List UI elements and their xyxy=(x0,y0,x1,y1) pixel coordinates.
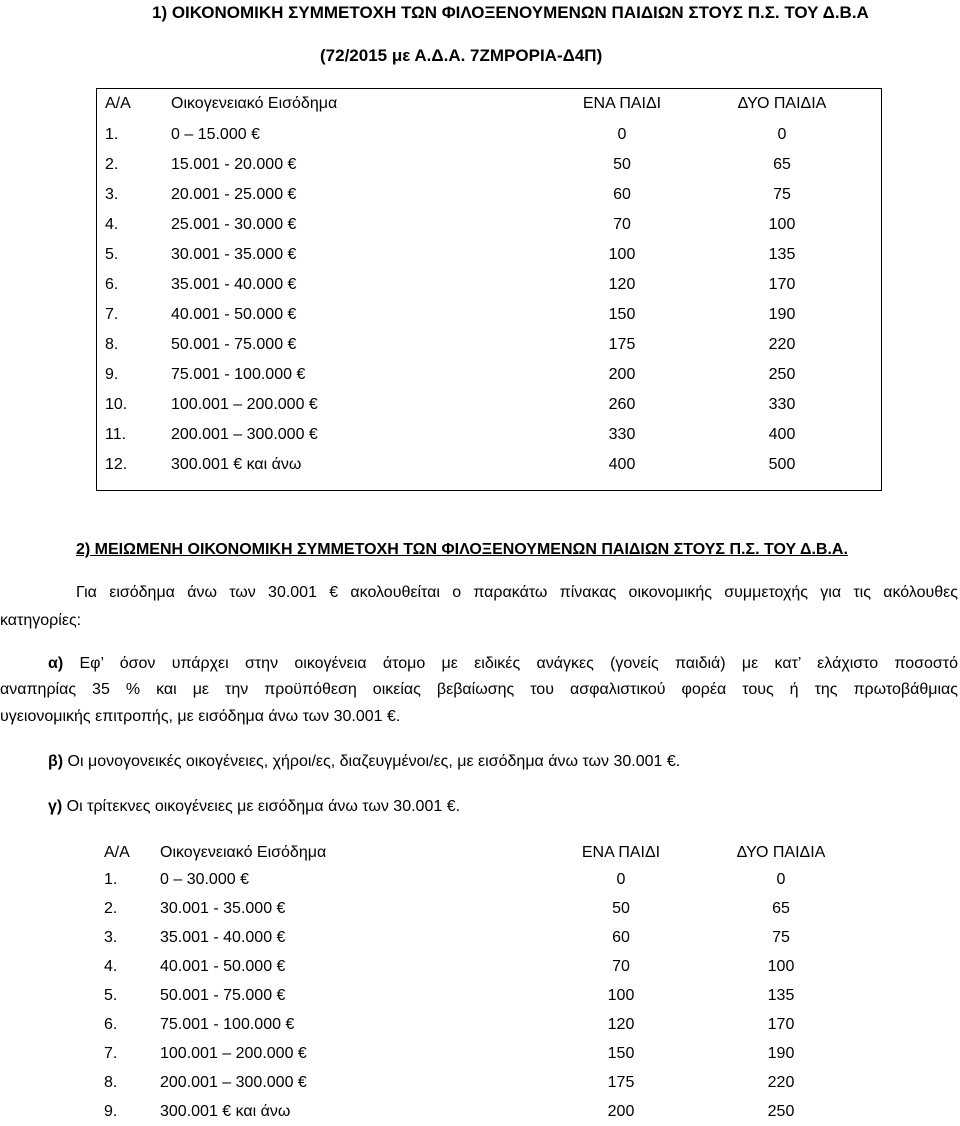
item-b-label: β) xyxy=(48,753,64,770)
item-a-line1 xyxy=(48,654,958,674)
item-b-text: Οι μονογονεικές οικογένειες, χήροι/ες, διαζευγμένοι/ες, με εισόδημα άνω των 30.001 €. xyxy=(63,753,681,770)
table-row xyxy=(97,390,881,421)
row-one-child: 50 xyxy=(613,156,631,173)
row-two-children: 250 xyxy=(768,366,796,383)
table-row xyxy=(96,1010,882,1039)
row-number: 2. xyxy=(105,156,119,173)
row-one-child: 60 xyxy=(613,186,631,203)
row-two-children: 400 xyxy=(768,426,796,443)
row-income: 200.001 – 300.000 € xyxy=(171,426,318,443)
row-income: 75.001 - 100.000 € xyxy=(160,1016,295,1033)
table-header-row xyxy=(97,89,881,120)
row-one-child: 200 xyxy=(608,366,636,383)
row-income: 20.001 - 25.000 € xyxy=(171,186,297,203)
row-income: 30.001 - 35.000 € xyxy=(160,900,286,917)
table-row xyxy=(97,180,881,211)
row-one-child: 70 xyxy=(612,958,630,975)
row-one-child: 100 xyxy=(607,987,635,1004)
table-row xyxy=(97,120,881,151)
row-one-child: 120 xyxy=(607,1016,635,1033)
row-number: 4. xyxy=(104,958,118,975)
item-a-label: α) xyxy=(48,655,64,672)
table-row xyxy=(96,865,882,894)
row-two-children: 75 xyxy=(772,929,790,946)
row-number: 11. xyxy=(105,426,127,443)
section1-subtitle: (72/2015 με Α.Δ.Α. 7ΖΜΡΟΡΙΑ-Δ4Π) xyxy=(320,46,603,65)
section2-intro-line1: Για εισόδημα άνω των 30.001 € ακολουθείται ο παρακάτω πίνακας οικονομικής συμμετοχής για τις ακόλουθες xyxy=(76,584,958,601)
item-a-line2: αναπηρίας 35 % και με την προϋπόθεση οικείας βεβαίωσης του ασφαλιστικού φορέα τους ή της πρωτοβάθμιας xyxy=(0,681,958,698)
row-number: 3. xyxy=(104,929,118,946)
row-two-children: 500 xyxy=(768,456,796,473)
row-number: 10. xyxy=(105,396,128,413)
row-one-child: 175 xyxy=(608,336,636,353)
row-two-children: 330 xyxy=(768,396,796,413)
table-row xyxy=(97,150,881,181)
row-number: 7. xyxy=(104,1045,118,1062)
row-one-child: 100 xyxy=(608,246,636,263)
row-income: 35.001 - 40.000 € xyxy=(171,276,297,293)
row-two-children: 170 xyxy=(767,1016,795,1033)
row-two-children: 220 xyxy=(767,1074,795,1091)
row-income: 40.001 - 50.000 € xyxy=(160,958,286,975)
row-number: 1. xyxy=(104,871,118,888)
table-row xyxy=(96,1097,882,1126)
row-number: 4. xyxy=(105,216,119,233)
table-row xyxy=(97,360,881,391)
row-income: 50.001 - 75.000 € xyxy=(171,336,297,353)
row-income: 40.001 - 50.000 € xyxy=(171,306,297,323)
row-number: 5. xyxy=(105,246,119,263)
item-c xyxy=(48,797,460,817)
table-row xyxy=(96,894,882,923)
row-income: 0 – 30.000 € xyxy=(160,871,249,888)
table-header-row xyxy=(96,838,882,867)
row-income: 0 – 15.000 € xyxy=(171,126,260,143)
table-row xyxy=(97,330,881,361)
row-two-children: 250 xyxy=(767,1103,795,1120)
header-income: Οικογενειακό Εισόδημα xyxy=(171,95,338,112)
row-two-children: 75 xyxy=(773,186,791,203)
row-two-children: 100 xyxy=(767,958,795,975)
row-income: 30.001 - 35.000 € xyxy=(171,246,297,263)
table-row xyxy=(97,450,881,481)
row-one-child: 120 xyxy=(608,276,636,293)
row-income: 300.001 € και άνω xyxy=(160,1103,291,1120)
row-two-children: 135 xyxy=(768,246,796,263)
header-two-children: ΔΥΟ ΠΑΙΔΙΑ xyxy=(736,844,826,861)
item-a-text: Εφ’ όσον υπάρχει στην οικογένεια άτομο με ειδικές ανάγκες (γονείς παιδιά) με κατ’ ελάχιστο ποσοστό xyxy=(63,655,958,672)
header-aa: Α/Α xyxy=(104,844,130,861)
table-row xyxy=(97,240,881,271)
row-two-children: 220 xyxy=(768,336,796,353)
table-row xyxy=(97,420,881,451)
row-two-children: 170 xyxy=(768,276,796,293)
row-one-child: 70 xyxy=(613,216,631,233)
section1-title: 1) ΟΙΚΟΝΟΜΙΚΗ ΣΥΜΜΕΤΟΧΗ ΤΩΝ ΦΙΛΟΞΕΝΟΥΜΕΝΩΝ ΠΑΙΔΙΩΝ ΣΤΟΥΣ Π.Σ. ΤΟΥ Δ.Β.Α xyxy=(152,3,869,22)
row-two-children: 190 xyxy=(768,306,796,323)
row-number: 9. xyxy=(105,366,119,383)
table-row xyxy=(96,1039,882,1068)
row-number: 12. xyxy=(105,456,128,473)
row-income: 15.001 - 20.000 € xyxy=(171,156,297,173)
row-two-children: 190 xyxy=(767,1045,795,1062)
table-row xyxy=(96,1068,882,1097)
row-number: 2. xyxy=(104,900,118,917)
income-table-2 xyxy=(96,838,882,1120)
row-one-child: 150 xyxy=(608,306,636,323)
table-row xyxy=(97,300,881,331)
row-income: 300.001 € και άνω xyxy=(171,456,302,473)
row-number: 6. xyxy=(105,276,119,293)
row-number: 6. xyxy=(104,1016,118,1033)
row-one-child: 200 xyxy=(607,1103,635,1120)
row-number: 9. xyxy=(104,1103,118,1120)
row-number: 8. xyxy=(105,336,119,353)
row-one-child: 0 xyxy=(616,871,626,888)
row-one-child: 150 xyxy=(607,1045,635,1062)
row-number: 5. xyxy=(104,987,118,1004)
row-income: 100.001 – 200.000 € xyxy=(171,396,318,413)
item-a-line3: υγειονομικής επιτροπής, με εισόδημα άνω των 30.001 €. xyxy=(0,708,401,725)
row-one-child: 175 xyxy=(607,1074,635,1091)
row-number: 8. xyxy=(104,1074,118,1091)
row-number: 1. xyxy=(105,126,119,143)
header-two-children: ΔΥΟ ΠΑΙΔΙΑ xyxy=(737,95,827,112)
header-income: Οικογενειακό Εισόδημα xyxy=(160,844,327,861)
row-one-child: 330 xyxy=(608,426,636,443)
row-two-children: 0 xyxy=(777,126,787,143)
row-one-child: 400 xyxy=(608,456,636,473)
item-c-text: Οι τρίτεκνες οικογένειες με εισόδημα άνω των 30.001 €. xyxy=(62,798,461,815)
row-one-child: 60 xyxy=(612,929,630,946)
header-one-child: ΕΝΑ ΠΑΙΔΙ xyxy=(582,95,662,112)
row-two-children: 65 xyxy=(773,156,791,173)
income-table-1 xyxy=(96,88,882,491)
table-row xyxy=(96,981,882,1010)
row-one-child: 0 xyxy=(617,126,627,143)
section2-intro-line2: κατηγορίες: xyxy=(0,612,82,629)
row-income: 35.001 - 40.000 € xyxy=(160,929,286,946)
item-b xyxy=(48,752,680,772)
row-one-child: 260 xyxy=(608,396,636,413)
row-two-children: 135 xyxy=(767,987,795,1004)
table-row xyxy=(96,923,882,952)
row-income: 25.001 - 30.000 € xyxy=(171,216,297,233)
row-two-children: 65 xyxy=(772,900,790,917)
row-income: 75.001 - 100.000 € xyxy=(171,366,306,383)
row-number: 3. xyxy=(105,186,119,203)
row-income: 200.001 – 300.000 € xyxy=(160,1074,307,1091)
row-one-child: 50 xyxy=(612,900,630,917)
header-one-child: ΕΝΑ ΠΑΙΔΙ xyxy=(581,844,661,861)
item-c-label: γ) xyxy=(48,798,63,815)
header-aa: Α/Α xyxy=(105,95,131,112)
row-two-children: 100 xyxy=(768,216,796,233)
row-income: 100.001 – 200.000 € xyxy=(160,1045,307,1062)
section2-title: 2) ΜΕΙΩΜΕΝΗ ΟΙΚΟΝΟΜΙΚΗ ΣΥΜΜΕΤΟΧΗ ΤΩΝ ΦΙΛΟΞΕΝΟΥΜΕΝΩΝ ΠΑΙΔΙΩΝ ΣΤΟΥΣ Π.Σ. ΤΟΥ Δ.Β.Α. xyxy=(76,541,848,558)
row-number: 7. xyxy=(105,306,119,323)
table-row xyxy=(97,210,881,241)
row-income: 50.001 - 75.000 € xyxy=(160,987,286,1004)
table-row xyxy=(97,270,881,301)
row-two-children: 0 xyxy=(776,871,786,888)
table-row xyxy=(96,952,882,981)
